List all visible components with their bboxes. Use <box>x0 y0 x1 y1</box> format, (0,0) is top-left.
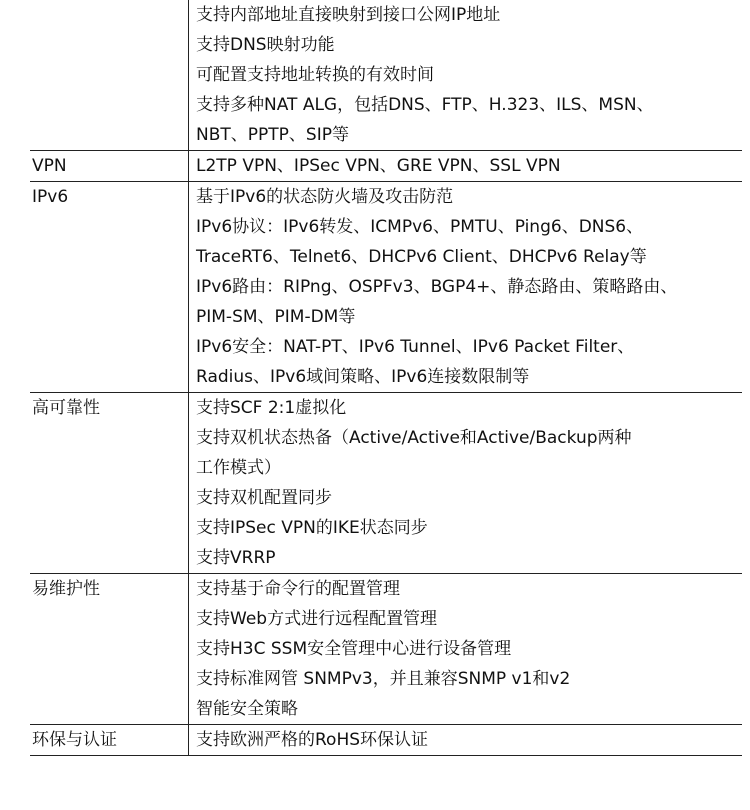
category-cell <box>30 574 189 725</box>
table-row-nat <box>30 0 742 151</box>
category-label <box>32 0 188 30</box>
table-row-maintainability <box>30 574 742 725</box>
feature-line: 支持多种NAT ALG，包括DNS、FTP、H.323、ILS、MSN、 <box>196 95 654 115</box>
feature-line: 支持VRRP <box>196 548 276 568</box>
feature-cell <box>189 151 743 182</box>
feature-line: 支持Web方式进行远程配置管理 <box>196 609 438 629</box>
feature-line: 支持DNS映射功能 <box>196 35 335 55</box>
feature-line: PIM-SM、PIM-DM等 <box>196 307 356 327</box>
category-label: 高可靠性 <box>32 398 100 418</box>
table-row-certification <box>30 725 742 756</box>
category-cell <box>30 0 189 151</box>
category-label: IPv6 <box>32 187 69 207</box>
category-cell <box>30 151 189 182</box>
feature-cell <box>189 574 743 725</box>
category-label: 易维护性 <box>32 579 100 599</box>
feature-line: IPv6协议：IPv6转发、ICMPv6、PMTU、Ping6、DNS6、 <box>196 217 644 237</box>
feature-line: 支持双机状态热备（Active/Active和Active/Backup两种 <box>196 428 632 448</box>
spec-table <box>30 0 742 756</box>
category-cell <box>30 182 189 393</box>
feature-line: 支持欧洲严格的RoHS环保认证 <box>196 730 429 750</box>
category-label: 环保与认证 <box>32 730 117 750</box>
feature-line: 工作模式） <box>196 458 281 478</box>
table-row-vpn <box>30 151 742 182</box>
category-label: VPN <box>32 156 67 176</box>
table-row-ipv6 <box>30 182 742 393</box>
feature-cell <box>189 0 743 151</box>
feature-line: 支持标准网管 SNMPv3，并且兼容SNMP v1和v2 <box>196 669 571 689</box>
feature-line: 可配置支持地址转换的有效时间 <box>196 65 434 85</box>
feature-line: 支持IPSec VPN的IKE状态同步 <box>196 518 428 538</box>
table-row-reliability <box>30 393 742 574</box>
feature-line: TraceRT6、Telnet6、DHCPv6 Client、DHCPv6 Relay等 <box>196 247 647 267</box>
feature-cell <box>189 393 743 574</box>
feature-line: 支持H3C SSM安全管理中心进行设备管理 <box>196 639 512 659</box>
feature-cell <box>189 182 743 393</box>
feature-line: 支持内部地址直接映射到接口公网IP地址 <box>196 5 501 25</box>
feature-line: IPv6路由：RIPng、OSPFv3、BGP4+、静态路由、策略路由、 <box>196 277 678 297</box>
feature-cell <box>189 725 743 756</box>
category-cell <box>30 393 189 574</box>
feature-line: 支持基于命令行的配置管理 <box>196 579 400 599</box>
feature-line: NBT、PPTP、SIP等 <box>196 125 349 145</box>
feature-line: 支持SCF 2:1虚拟化 <box>196 398 347 418</box>
feature-line: 智能安全策略 <box>196 699 298 719</box>
feature-line: L2TP VPN、IPSec VPN、GRE VPN、SSL VPN <box>196 156 561 176</box>
feature-line: 支持双机配置同步 <box>196 488 332 508</box>
feature-line: 基于IPv6的状态防火墙及攻击防范 <box>196 187 454 207</box>
category-cell <box>30 725 189 756</box>
feature-line: IPv6安全：NAT-PT、IPv6 Tunnel、IPv6 Packet Filter、 <box>196 337 635 357</box>
feature-line: Radius、IPv6域间策略、IPv6连接数限制等 <box>196 367 530 387</box>
